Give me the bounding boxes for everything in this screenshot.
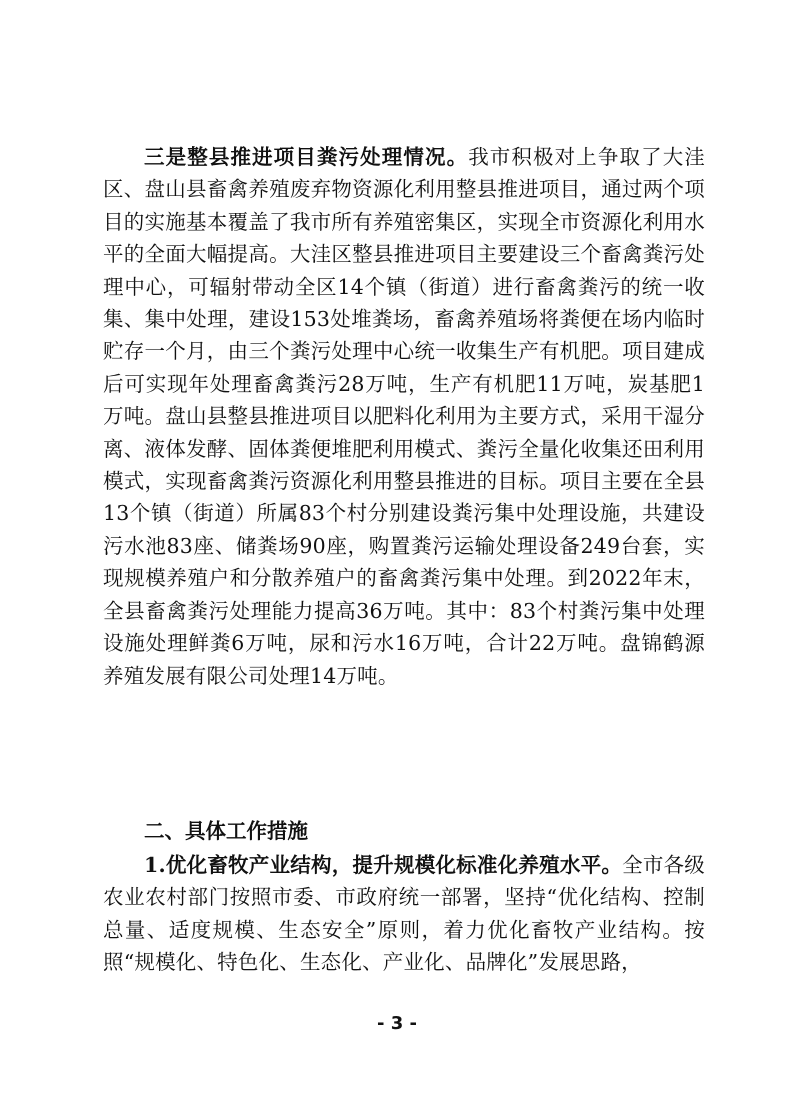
paragraph-2-lead: 1.优化畜牧产业结构，提升规模化标准化养殖水平。 [144,853,623,877]
paragraph-1 [103,141,705,692]
paragraph-1-body: 我市积极对上争取了大洼区、盘山县畜禽养殖废弃物资源化利用整县推进项目，通过两个项目的实施基本覆盖了我市所有养殖密集区，实现全市资源化利用水平的全面大幅提高。大洼区整县推进项目主要建设三个畜禽粪污处理中心，可辐射带动全区14个镇（街道）进行畜禽粪污的统一收集、集中处理，建设153处堆粪场，畜禽养殖场将粪便在场内临时贮存一个月，由三个粪污处理中心统一收集生产有机肥。项目建成后可实现年处理畜禽粪污28万吨，生产有机肥11万吨，炭基肥1万吨。盘山县整县推进项目以肥料化利用为主要方式，采用干湿分离、液体发酵、固体粪便堆肥利用模式、粪污全量化收集还田利用模式，实现畜禽粪污资源化利用整县推进的目标。项目主要在全县13个镇（街道）所属83个村分别建设粪污集中处理设施，共建设污水池83座、储粪场90座，购置粪污运输处理设备249台套，实现规模养殖户和分散养殖户的畜禽粪污集中处理。到2022年末，全县畜禽粪污处理能力提高36万吨。其中：83个村粪污集中处理设施处理鲜粪6万吨，尿和污水16万吨，合计22万吨。盘锦鹤源养殖发展有限公司处理14万吨。 [103,145,706,688]
paragraph-2-body: 全市各级农业农村部门按照市委、市政府统一部署，坚持“优化结构、控制总量、适度规模、生态安全”原则，着力优化畜牧产业结构。按照“规模化、特色化、生态化、产业化、品牌化”发展思路， [103,853,705,975]
paragraph-2 [103,849,705,979]
section-heading: 二、具体工作措施 [144,819,308,843]
page-number: - 3 - [377,1013,417,1034]
paragraph-1-lead: 三是整县推进项目粪污处理情况。 [144,145,469,169]
